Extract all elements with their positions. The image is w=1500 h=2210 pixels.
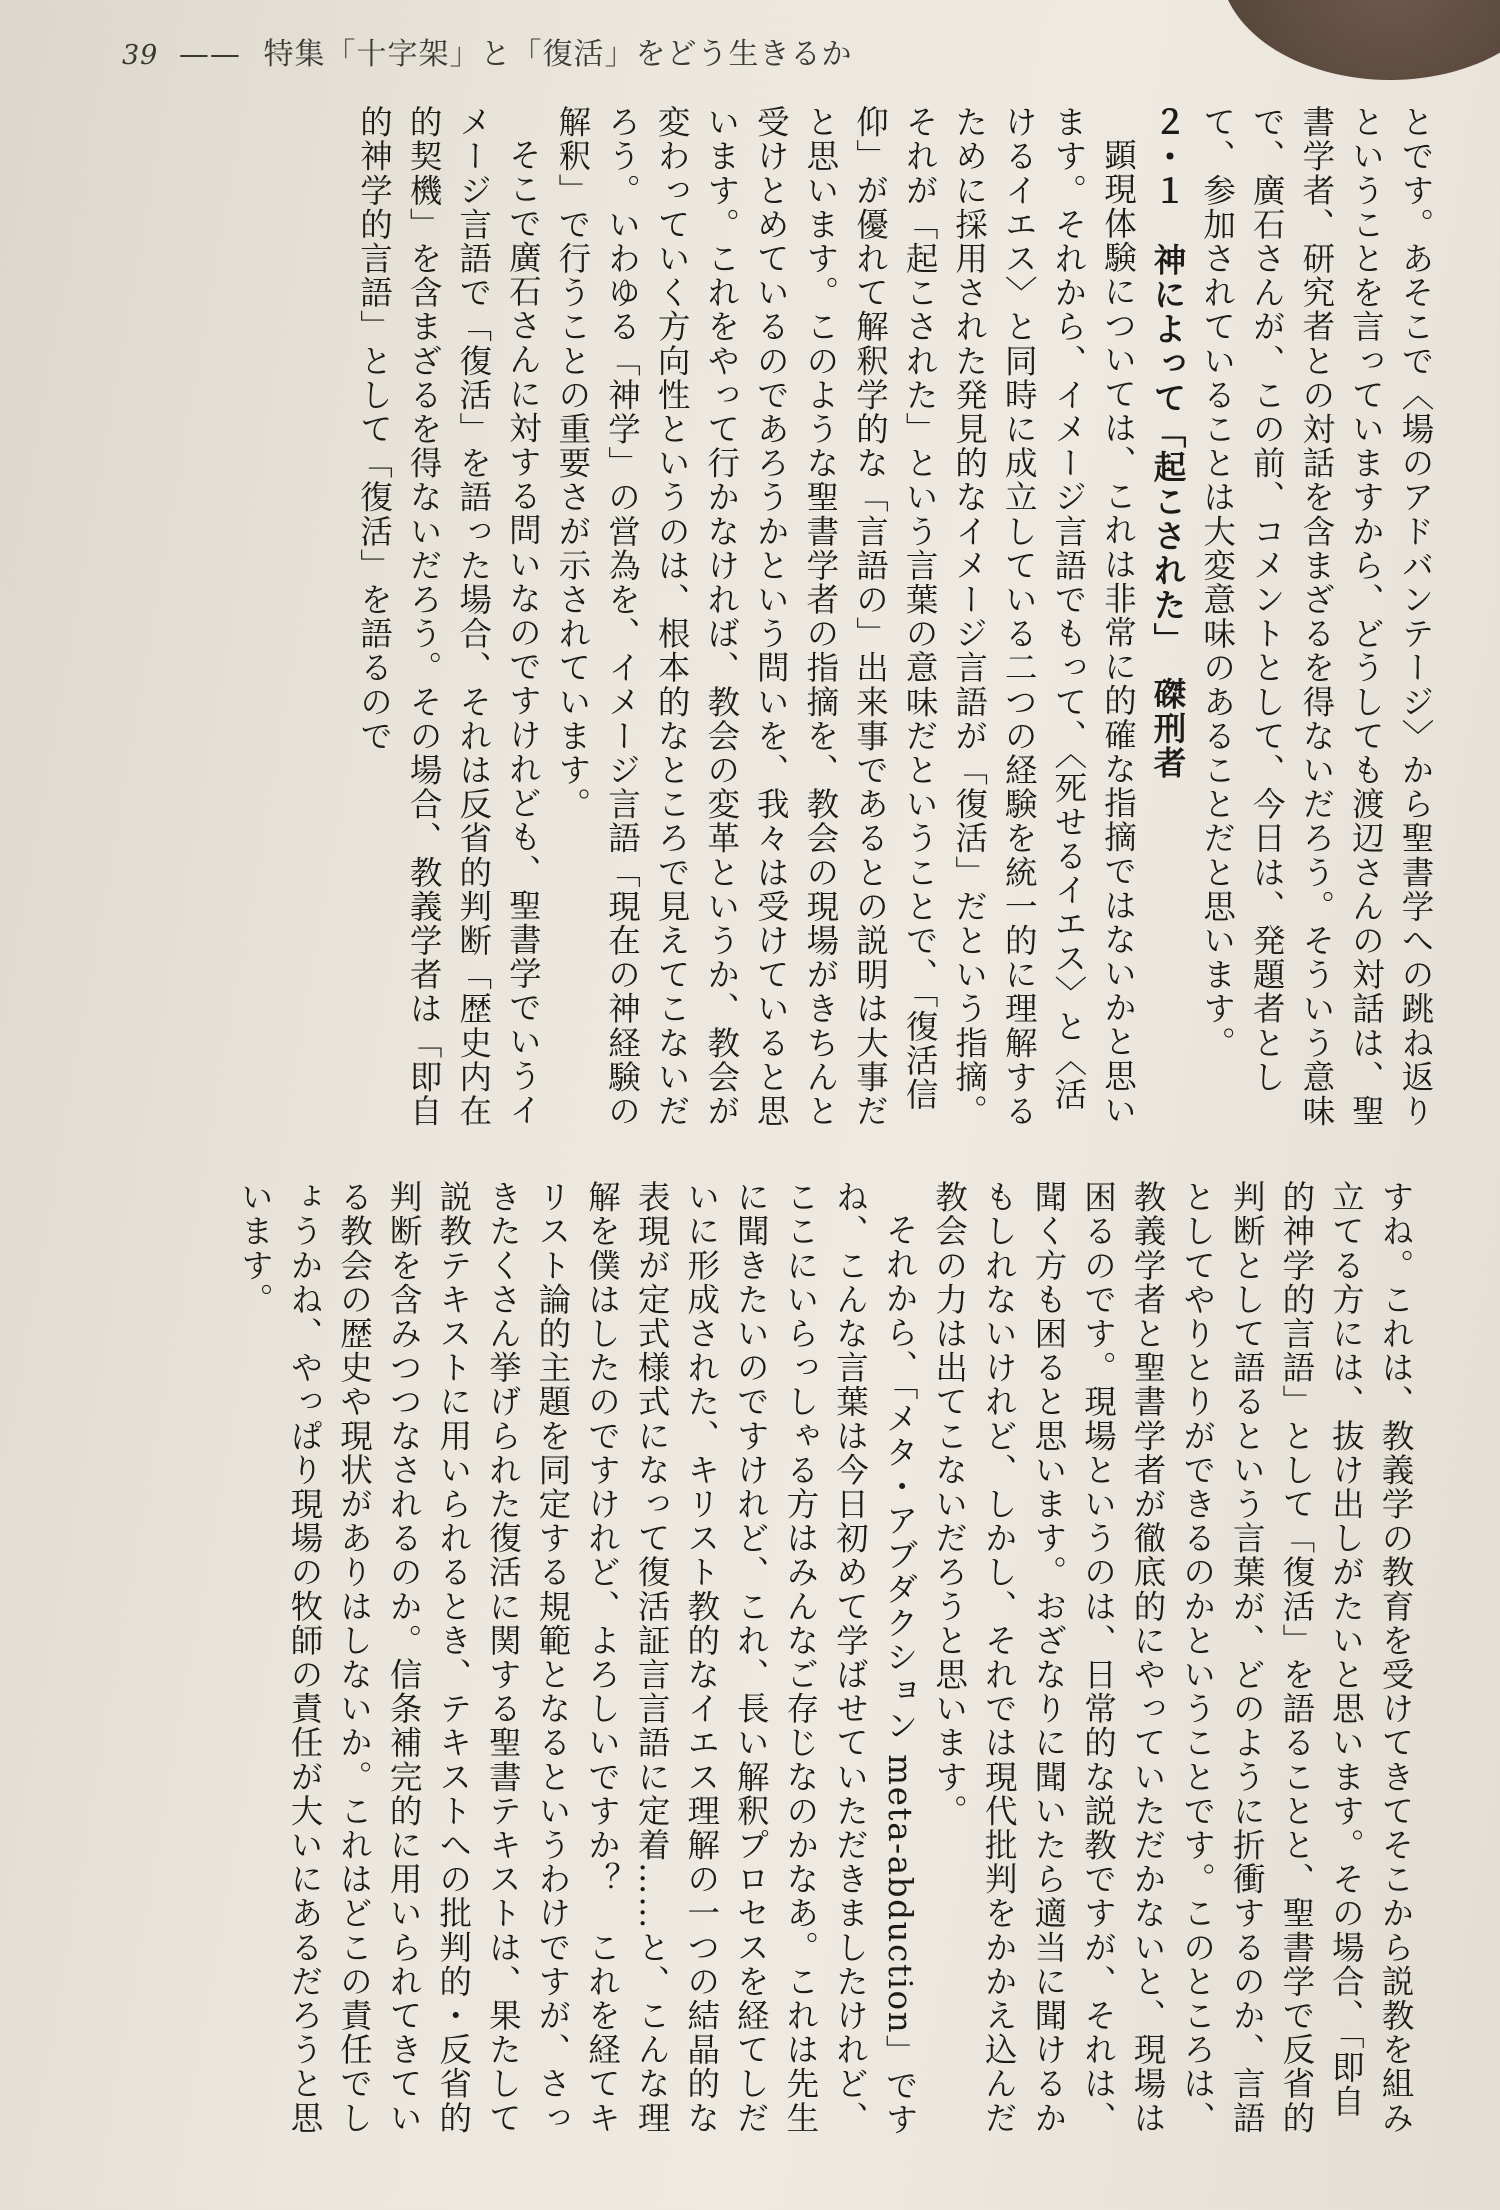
section-heading — [1142, 105, 1192, 1145]
corner-shadow — [1220, 0, 1500, 80]
top-paragraph-1: とです。あそこで〈場のアドバンテージ〉から聖書学への跳ね返りということを言っていますから、どうしても渡辺さんの対話は、聖書学者、研究者との対話を含まざるを得ないだろう。そういう意味で、廣石さんが、この前、コメントとして、今日は、発題者として、参加されていることは大変意味のあることだと思います。 — [1198, 105, 1435, 1128]
header-dash: —— — [178, 37, 241, 72]
top-text-block — [60, 105, 1440, 1145]
page-number: 39 — [122, 40, 159, 71]
bottom-text-block — [80, 1180, 1420, 2150]
bottom-paragraph-2: それから、「メタ・アブダクション meta-abduction」ですね、こんな言葉は今日初めて学ばせていただきましたけれど、ここにいらっしゃる方はみんなご存じなのかなあ。これは先生に聞きたいのですけれど、これ、長い解釈プロセスを経てしだいに形成された、キリスト教的なイエス理解の一つの結晶的な表現が定式様式になって復活証言言語に定着……と、こんな理解を僕はしたのですけれど、よろしいですか？ これを経てキリスト論的主題を同定する規範となるというわけですが、さっきたくさん挙げられた復活に関する聖書テキストは、果たして説教テキストに用いられるとき、テキストへの批判的・反省的判断を含みつつなされるのか。信条補完的に用いられてきている教会の歴史や現状がありはしないか。これはどこの責任でしょうかね、やっぱり現場の牧師の責任が大いにあるだろうと思います。 — [236, 1180, 920, 2137]
section-heading-author: 磔刑者 — [1149, 676, 1188, 780]
header-title: 特集「十字架」と「復活」をどう生きるか — [263, 37, 853, 72]
running-head — [122, 32, 852, 79]
top-paragraph-2: 顕現体験については、これは非常に的確な指摘ではないかと思います。それから、イメージ言語でもって、〈死せるイエス〉と〈活けるイエス〉と同時に成立している二つの経験を統一的に理解するために採用された発見的なイメージ言語が「復活」だという指摘。それが「起こされた」という言葉の意味だということで、「復活信仰」が優れて解釈学的な「言語の」出来事であるとの説明は大事だと思います。このような聖書学者の指摘を、教会の現場がきちんと受けとめているのであろうかという問いを、我々は受けていると思います。これをやって行かなければ、教会の変革というか、教会が変わっていく方向性というのは、根本的なところで見えてこないだろう。いわゆる「神学」の営為を、イメージ言語「現在の神経験の解釈」で行うことの重要さが示されています。 — [553, 105, 1138, 1128]
section-heading-title: ２・１ 神によって「起こされた」 — [1149, 105, 1188, 657]
bottom-paragraph-1: すね。これは、教義学の教育を受けてきてそこから説教を組み立てる方には、抜け出しがたいと思います。その場合、「即自的神学的言語」として「復活」を語ることと、聖書学で反省的判断として語るという言葉が、どのように折衝するのか、言語としてやりとりができるのかということです。このところは、教義学者と聖書学者が徹底的にやっていただかないと、現場は困るのです。現場というのは、日常的な説教ですが、それは、聞く方も困ると思います。おざなりに聞いたら適当に聞けるかもしれないけれど、しかし、それでは現代批判をかかえ込んだ教会の力は出てこないだろうと思います。 — [930, 1180, 1415, 2135]
top-paragraph-3: そこで廣石さんに対する問いなのですけれども、聖書学でいうイメージ言語で「復活」を語った場合、それは反省的判断「歴史内在的契機」を含まざるを得ないだろう。その場合、教義学者は「即自的神学的言語」として「復活」を語るので — [355, 105, 543, 1128]
